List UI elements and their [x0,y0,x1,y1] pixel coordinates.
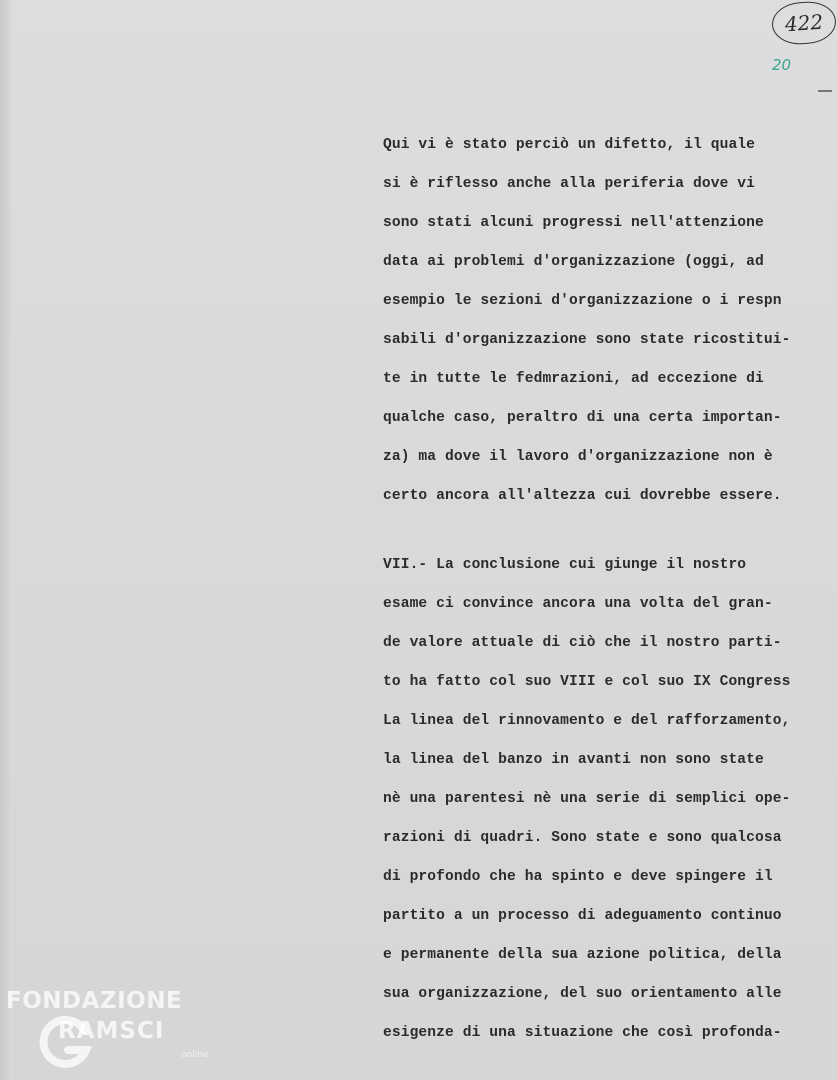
watermark-subtitle: RAMSCI [58,1018,165,1044]
text-line: sabili d'organizzazione sono state ricostitui- [383,332,791,348]
text-line: La linea del rinnovamento e del rafforzamento, [383,713,791,729]
paragraph-gap [383,522,837,552]
page-edge-shadow [0,0,12,1080]
text-line: data ai problemi d'organizzazione (oggi, ad [383,254,764,270]
paragraph-1 [383,132,837,522]
text-line: sono stati alcuni progressi nell'attenzione [383,215,764,231]
text-line: esame ci convince ancora una volta del gran- [383,596,773,612]
text-line: razioni di quadri. Sono state e sono qualcosa [383,830,782,846]
text-line: la linea del banzo in avanti non sono state [383,752,764,768]
text-line: e permanente della sua azione politica, della [383,947,782,963]
text-line: VII.- La conclusione cui giunge il nostro [383,557,747,573]
text-line: nè una parentesi nè una serie di semplici ope- [383,791,791,807]
text-line: te in tutte le fedmrazioni, ad eccezione di [383,371,764,387]
text-line: partito a un processo di adeguamento continuo [383,908,782,924]
text-line: de valore attuale di ciò che il nostro parti- [383,635,782,651]
text-line: qualche caso, peraltro di una certa importan- [383,410,782,426]
watermark-online-label: online [181,1050,209,1060]
text-line: di profondo che ha spinto e deve spingere il [383,869,773,885]
typewritten-text [383,132,837,1059]
text-line: si è riflesso anche alla periferia dove vi [383,176,756,192]
text-line: to ha fatto col suo VIII e col suo IX Congress [383,674,791,690]
folio-number: 20 [772,56,792,74]
text-line: esempio le sezioni d'organizzazione o i respn [383,293,782,309]
text-line: esigenze di una situazione che così profonda- [383,1025,782,1041]
text-line: sua organizzazione, del suo orientamento alle [383,986,782,1002]
text-line: certo ancora all'altezza cui dovrebbe essere. [383,488,782,504]
margin-mark [818,90,832,92]
text-line: Qui vi è stato perciò un difetto, il quale [383,137,756,153]
text-line: za) ma dove il lavoro d'organizzazione non è [383,449,773,465]
archive-page-number: 422 [771,0,837,46]
paragraph-2 [383,552,837,1059]
watermark-title: FONDAZIONE [6,988,183,1014]
fondazione-gramsci-watermark [6,988,209,1070]
